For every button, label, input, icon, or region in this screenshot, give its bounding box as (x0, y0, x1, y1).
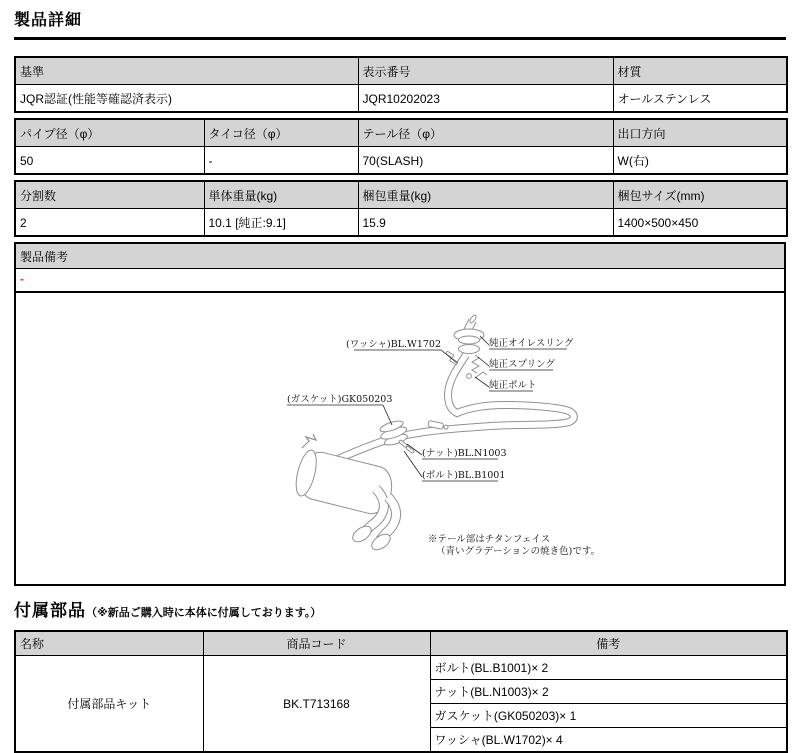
header-cell-standard: 基準 (15, 57, 358, 85)
header-cell-split-count: 分割数 (15, 181, 204, 209)
ball-joint-flange (454, 314, 484, 353)
header-cell-product-code: 商品コード (203, 631, 430, 656)
exhaust-diagram-svg (16, 293, 784, 584)
header-cell-tail-dia: テール径（φ） (358, 119, 613, 147)
oem-bolt-shape (467, 374, 472, 379)
value-cell-packed-size: 1400×500×450 (613, 209, 787, 237)
value-cell-note-bolt: ボルト(BL.B1001)× 2 (430, 656, 787, 680)
value-cell-pipe-dia: 50 (15, 147, 204, 175)
table-row (15, 85, 787, 113)
header-cell-name: 名称 (15, 631, 203, 656)
spec-table-standard (14, 56, 788, 113)
remarks-value: - (16, 269, 784, 293)
table-row (15, 631, 787, 656)
header-cell-display-number: 表示番号 (358, 57, 613, 85)
value-cell-display-number: JQR10202023 (358, 85, 613, 113)
label-oem-oiles-ring: 純正オイレスリング (489, 338, 574, 349)
product-detail-title: 製品詳細 (14, 12, 83, 29)
value-cell-product-code: BK.T713168 (203, 656, 430, 753)
product-remarks-box (14, 242, 786, 586)
spec-table-packing (14, 180, 788, 237)
value-cell-tail-dia: 70(SLASH) (358, 147, 613, 175)
accessories-title: 付属部品 (14, 601, 86, 620)
value-cell-taiko-dia: - (204, 147, 358, 175)
value-cell-outlet-direction: W(右) (613, 147, 787, 175)
header-cell-material: 材質 (613, 57, 787, 85)
label-nut: (ナット)BL.N1003 (422, 448, 507, 459)
header-cell-notes: 備考 (430, 631, 787, 656)
header-cell-packed-size: 梱包サイズ(mm) (613, 181, 787, 209)
spec-table-dimensions (14, 118, 788, 175)
exhaust-diagram (16, 293, 784, 584)
tail-note-line2: （青いグラデーションの焼き色)です。 (436, 546, 601, 557)
table-row (15, 656, 787, 680)
value-cell-standard: JQR認証(性能等確認済表示) (15, 85, 358, 113)
value-cell-note-gasket: ガスケット(GK050203)× 1 (430, 704, 787, 728)
accessories-title-block (14, 596, 786, 621)
label-oem-spring: 純正スプリング (489, 359, 555, 370)
label-oem-bolt: 純正ボルト (489, 380, 537, 391)
value-cell-unit-weight: 10.1 [純正:9.1] (204, 209, 358, 237)
accessories-title-note: （※新品ご購入時に本体に付属しております。） (86, 607, 322, 619)
title-rule (14, 37, 786, 40)
oem-spring-shape (472, 355, 479, 373)
value-cell-split-count: 2 (15, 209, 204, 237)
header-cell-unit-weight: 単体重量(kg) (204, 181, 358, 209)
value-cell-kit-name: 付属部品キット (15, 656, 203, 753)
muffler-hanger-rod (302, 434, 316, 448)
label-washer: (ワッシャ)BL.W1702 (346, 339, 441, 350)
label-bolt: (ボルト)BL.B1001 (422, 470, 506, 481)
table-row (15, 57, 787, 85)
front-pipe (338, 355, 574, 459)
tail-note-line1: ※テール部はチタンフェイス (428, 534, 551, 545)
table-row (15, 181, 787, 209)
value-cell-packed-weight: 15.9 (358, 209, 613, 237)
loose-nut-bolt-shapes (399, 440, 415, 454)
header-cell-packed-weight: 梱包重量(kg) (358, 181, 613, 209)
header-cell-pipe-dia: パイプ径（φ） (15, 119, 204, 147)
header-cell-taiko-dia: タイコ径（φ） (204, 119, 358, 147)
table-row (15, 147, 787, 175)
table-row (15, 119, 787, 147)
table-row (15, 209, 787, 237)
header-cell-outlet-direction: 出口方向 (613, 119, 787, 147)
value-cell-note-nut: ナット(BL.N1003)× 2 (430, 680, 787, 704)
label-gasket: (ガスケット)GK050203 (287, 394, 393, 405)
value-cell-note-washer: ワッシャ(BL.W1702)× 4 (430, 728, 787, 753)
value-cell-material: オールステンレス (613, 85, 787, 113)
remarks-header: 製品備考 (16, 244, 784, 269)
